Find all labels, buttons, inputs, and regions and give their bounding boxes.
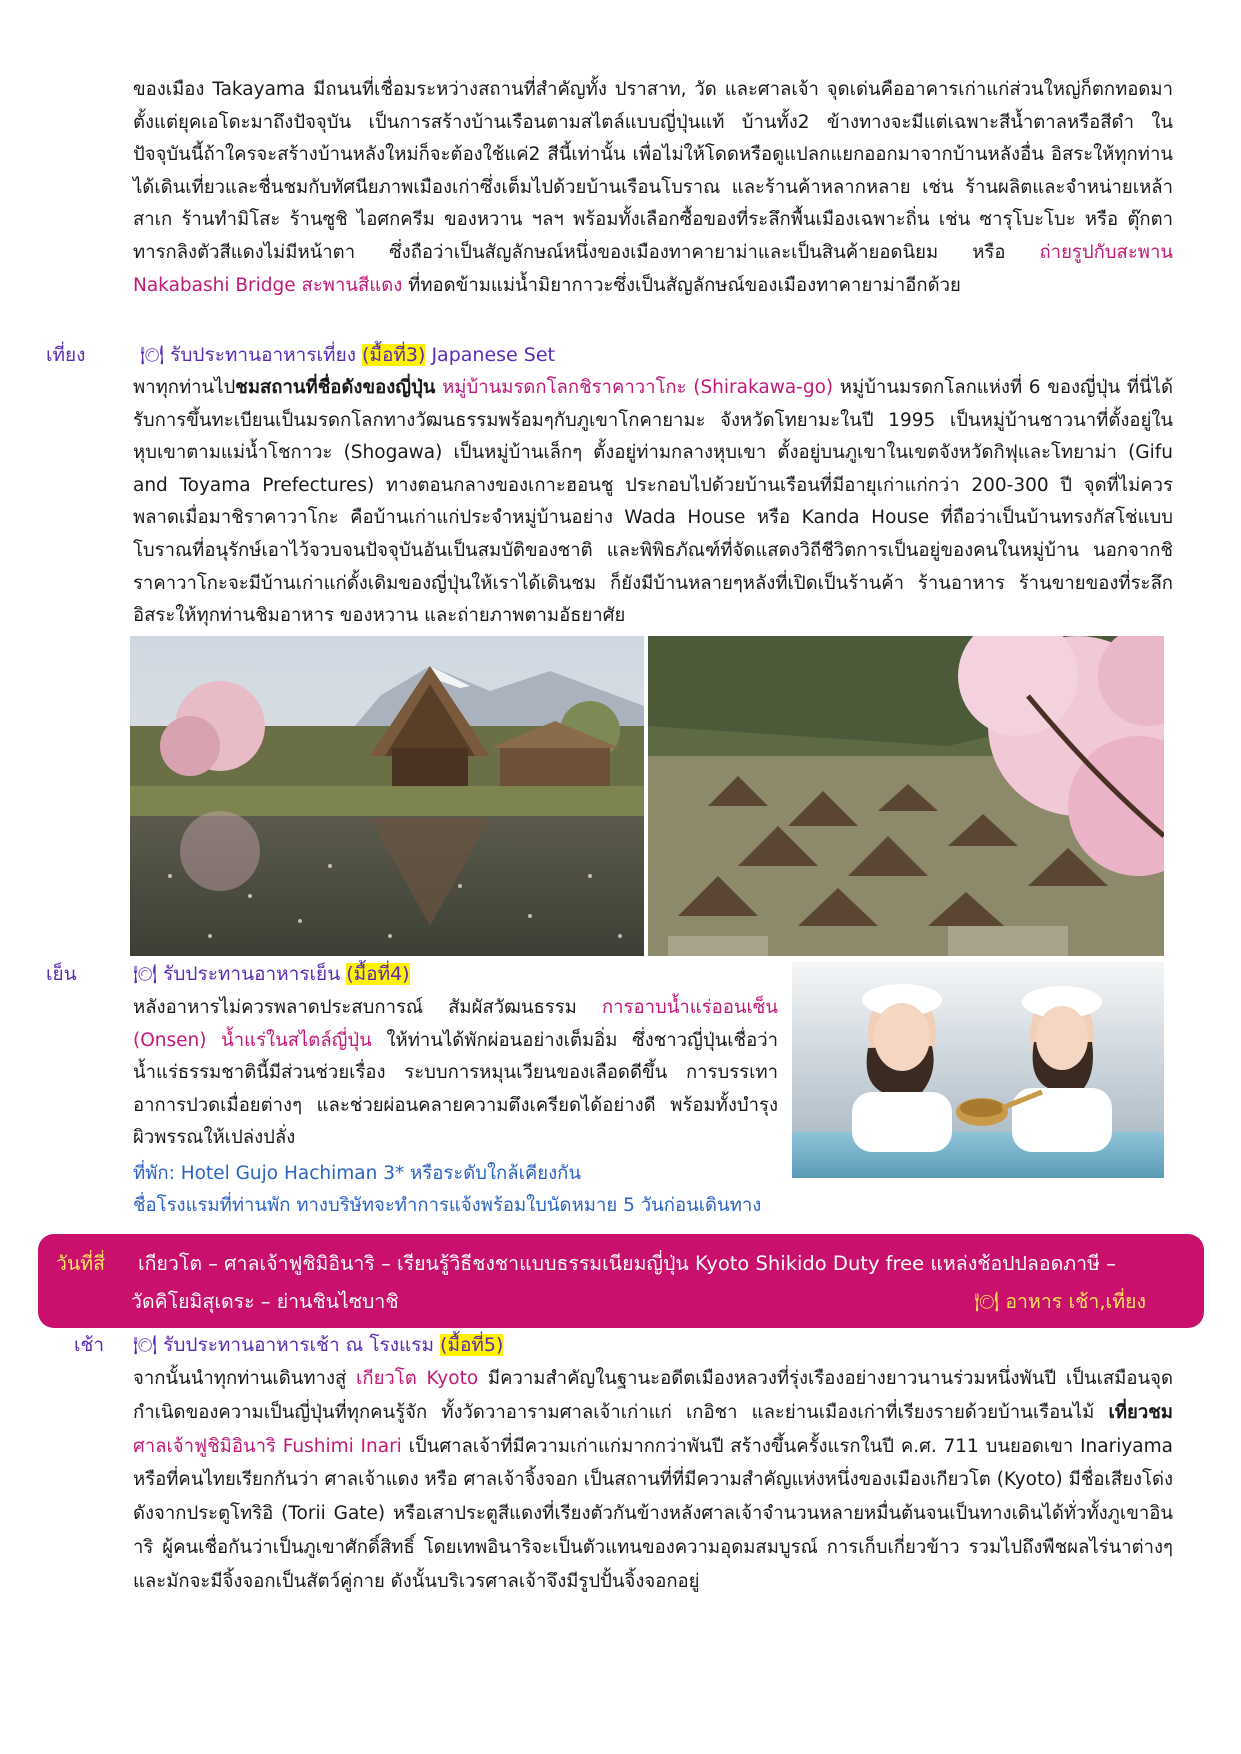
kyoto-link: เกียวโต Kyoto: [356, 1368, 479, 1389]
shirakawa-text-start: พาทุกท่านไป: [133, 377, 236, 398]
fushimi-inari-link: ศาลเจ้าฟูชิมิอินาริ Fushimi Inari: [133, 1435, 402, 1457]
day4-route-line1: เกียวโต – ศาลเจ้าฟูชิมิอินาริ – เรียนรู้วิธีชงชาแบบธรรมเนียมญี่ปุ่น Kyoto Shikido Duty free แหล่งช้อปปลอดภาษี –: [138, 1252, 1116, 1275]
day4-meals-text: อาหาร เช้า,เที่ยง: [999, 1290, 1146, 1313]
lunch-menu: Japanese Set: [425, 344, 555, 366]
day4-label: วันที่สี่: [56, 1252, 106, 1275]
onsen-photo: [792, 962, 1164, 1178]
breakfast-meal-line: [133, 1330, 503, 1360]
intro-text: ของเมือง Takayama มีถนนที่เชื่อมระหว่างสถานที่สำคัญทั้ง ปราสาท, วัด และศาลเจ้า จุดเด่นคืออาคารเก่าแก่ส่วนใหญ่ก็ตกทอดมาตั้งแต่ยุคเอโดะมาถึงปัจจุบัน เป็นการสร้างบ้านเรือนตามสไตล์แบบญี่ปุ่นแท้ บ้านทั้ง2 ข้างทางจะมีแต่เฉพาะสีน้ำตาลหรือสีดำ ในปัจจุบันนี้ถ้าใครจะสร้างบ้านหลังใหม่ก็จะต้องใช้แค่2 สีนี้เท่านั้น เพื่อไม่ให้โดดหรือดูแปลกแยกออกมาจากบ้านหลังอื่น อิสระให้ทุกท่านได้เดินเที่ยวและชื่นชมกับทัศนียภาพเมืองเก่าซึ่งเต็มไปด้วยบ้านเรือนโบราณ และร้านค้าหลากหลาย เช่น ร้านผลิตและจำหน่ายเหล้าสาเก ร้านทำมิโสะ ร้านซูชิ ไอศกครีม ของหวาน ฯลฯ พร้อมทั้งเลือกซื้อของที่ระลึกพื้นเมืองเฉพาะถิ่น เช่น ซารุโบะโบะ หรือ ตุ๊กตาทารกลิงตัวสีแดงไม่มีหน้าตา ซึ่งถือว่าเป็นสัญลักษณ์หนึ่งของเมืองทาคายาม่าและเป็นสินค้ายอดนิยม หรือ: [133, 79, 1173, 263]
dinner-meal-text: รับประทานอาหารเย็น: [157, 963, 347, 985]
visit-bold: เที่ยวชม: [1108, 1401, 1173, 1423]
shirakawa-pond-image: [130, 636, 644, 956]
shirakawa-paragraph: [133, 372, 1173, 636]
kyoto-text: มีความสำคัญในฐานะอดีตเมืองหลวงที่รุ่งเรืองอย่างยาวนานร่วมหนึ่งพันปี เป็นเสมือนจุดกำเนิดของความเป็นญี่ปุ่นที่ทุกคนรู้จัก ทั้งวัดวาอารามศาลเจ้าเก่าแก่ เกอิชา และย่านเมืองเก่าที่เรียงรายด้วยบ้านเรือนไม้: [133, 1368, 1173, 1423]
onsen-link: การอาบน้ำแร่ออนเซ็น (Onsen) น้ำแร่ในสไตล์ญี่ปุ่น: [133, 997, 778, 1051]
onsen-text: ให้ท่านได้พักผ่อนอย่างเต็มอิ่ม ซึ่งชาวญี่ปุ่นเชื่อว่าน้ำแร่ธรรมชาตินี้มีส่วนช่วยเรื่อง ระบบการหมุนเวียนของเลือดดีขึ้น การบรรเทาอาการปวดเมื่อยต่างๆ และช่วยผ่อนคลายความตึงเครียดได้อย่างดี พร้อมทั้งบำรุงผิวพรรณให้เปล่งปลั่ง: [133, 1029, 778, 1149]
onsen-image: [792, 962, 1164, 1178]
shirakawa-bold: ชมสถานที่ชื่อดังของญี่ปุ่น: [235, 377, 436, 398]
day4-route-line2: วัดคิโยมิสุเดระ – ย่านชินไซบาชิ: [131, 1290, 399, 1313]
lunch-meal-line: [140, 340, 555, 370]
intro-paragraph: [133, 74, 1173, 336]
hotel-note: ชื่อโรงแรมที่ท่านพัก ทางบริษัทจะทำการแจ้งพร้อมใบนัดหมาย 5 วันก่อนเดินทาง: [133, 1195, 762, 1216]
shirakawa-photo-valley: [648, 636, 1164, 956]
lunch-meal-text: รับประทานอาหารเที่ยง: [164, 344, 363, 366]
breakfast-meal-number: (มื้อที่5): [440, 1334, 504, 1356]
day4-banner: [38, 1234, 1204, 1328]
lunch-label: เที่ยง: [46, 344, 86, 366]
dish-icon: 🍽: [974, 1290, 1000, 1313]
shirakawa-photo-pond: [130, 636, 644, 956]
day4-meals: [974, 1286, 1146, 1317]
hotel-info: ที่พัก: Hotel Gujo Hachiman 3* หรือระดับใกล้เคียงกัน: [133, 1163, 582, 1184]
dish-icon: 🍽: [133, 963, 158, 985]
kyoto-paragraph: [133, 1362, 1173, 1662]
dinner-meal-number: (มื้อที่4): [346, 963, 410, 985]
shirakawa-text: หมู่บ้านมรดกโลกแห่งที่ 6 ของญี่ปุ่น ที่นี่ได้รับการขึ้นทะเบียนเป็นมรดกโลกทางวัฒนธรรมพร้อมๆกับภูเขาโกคายามะ จังหวัดโทยามะในปี 1995 เป็นหมู่บ้านชาวนาที่ตั้งอยู่ในหุบเขาตามแม่น้ำโชกาวะ (Shogawa) เป็นหมู่บ้านเล็กๆ ตั้งอยู่ท่ามกลางหุบเขา ตั้งอยู่บนภูเขาในเขตจังหวัดกิฟุและโทยาม่า (Gifu and Toyama Prefectures) ทางตอนกลางของเกาะฮอนชู ประกอบไปด้วยบ้านเรือนที่มีอายุเก่าแก่กว่า 200-300 ปี จุดที่ไม่ควรพลาดเมื่อมาชิราคาวาโกะ คือบ้านเก่าแก่ประจำหมู่บ้านอย่าง Wada House หรือ Kanda House ที่ถือว่าเป็นบ้านทรงกัสโช่แบบโบราณที่อนุรักษ์เอาไว้จวบจนปัจจุบันอันเป็นสมบัติของชาติ และพิพิธภัณฑ์ที่จัดแสดงวิถีชีวิตการเป็นอยู่ของคนในหมู่บ้าน นอกจากชิราคาวาโกะจะมีบ้านเก่าแก่ดั้งเดิมของญี่ปุ่นให้เราได้เดินชม ก็ยังมีบ้านหลายๆหลังที่เปิดเป็นร้านค้า ร้านอาหาร ร้านขายของที่ระลึก อิสระให้ทุกท่านชิมอาหาร ของหวาน และถ่ายภาพตามอัธยาศัย: [133, 377, 1173, 627]
dish-icon: 🍽: [140, 344, 165, 366]
nakabashi-bridge-link: ถ่ายรูปกับสะพาน Nakabashi Bridge สะพานสีแดง: [133, 241, 1173, 296]
dinner-meal-line: [133, 959, 410, 989]
shirakawa-go-link: หมู่บ้านมรดกโลกชิราคาวาโกะ (Shirakawa-go): [442, 377, 834, 398]
breakfast-meal-text: รับประทานอาหารเช้า ณ โรงแรม: [157, 1334, 441, 1356]
lunch-meal-number: (มื้อที่3): [362, 344, 426, 366]
kyoto-text-start: จากนั้นนำทุกท่านเดินทางสู่: [133, 1368, 357, 1389]
shirakawa-valley-image: [648, 636, 1164, 956]
dinner-label: เย็น: [46, 963, 77, 985]
intro-text-end: ที่ทอดข้ามแม่น้ำมิยากาวะซึ่งเป็นสัญลักษณ์ของเมืองทาคายาม่าอีกด้วย: [402, 274, 961, 296]
dish-icon: 🍽: [133, 1334, 158, 1356]
fushimi-text: เป็นศาลเจ้าที่มีความเก่าแก่มากกว่าพันปี สร้างขึ้นครั้งแรกในปี ค.ศ. 711 บนยอดเขา Inariyama หรือที่คนไทยเรียกกันว่า ศาลเจ้าแดง หรือ ศาลเจ้าจิ้งจอก เป็นสถานที่ที่มีความสำคัญแห่งหนึ่งของเมืองเกียวโต (Kyoto) มีชื่อเสียงโด่งดังจากประตูโทริอิ (Torii Gate) หรือเสาประตูสีแดงที่เรียงตัวกันข้างหลังศาลเจ้าจำนวนหลายหมื่นต้นจนเป็นทางเดินได้ทั่วทั้งภูเขาอินาริ ผู้คนเชื่อกันว่าเป็นภูเขาศักดิ์สิทธิ์ โดยเทพอินาริจะเป็นตัวแทนของความอุดมสมบูรณ์ การเก็บเกี่ยวข้าว รวมไปถึงพืชผลไร่นาต่างๆ และมักจะมีจิ้งจอกเป็นสัตว์คู่กาย ดังนั้นบริเวรศาลเจ้าจึงมีรูปปั้นจิ้งจอกอยู่: [133, 1435, 1174, 1592]
onsen-paragraph: [133, 992, 778, 1158]
onsen-text-start: หลังอาหารไม่ควรพลาดประสบการณ์ สัมผัสวัฒนธรรม: [133, 997, 602, 1018]
breakfast-label: เช้า: [74, 1334, 105, 1356]
